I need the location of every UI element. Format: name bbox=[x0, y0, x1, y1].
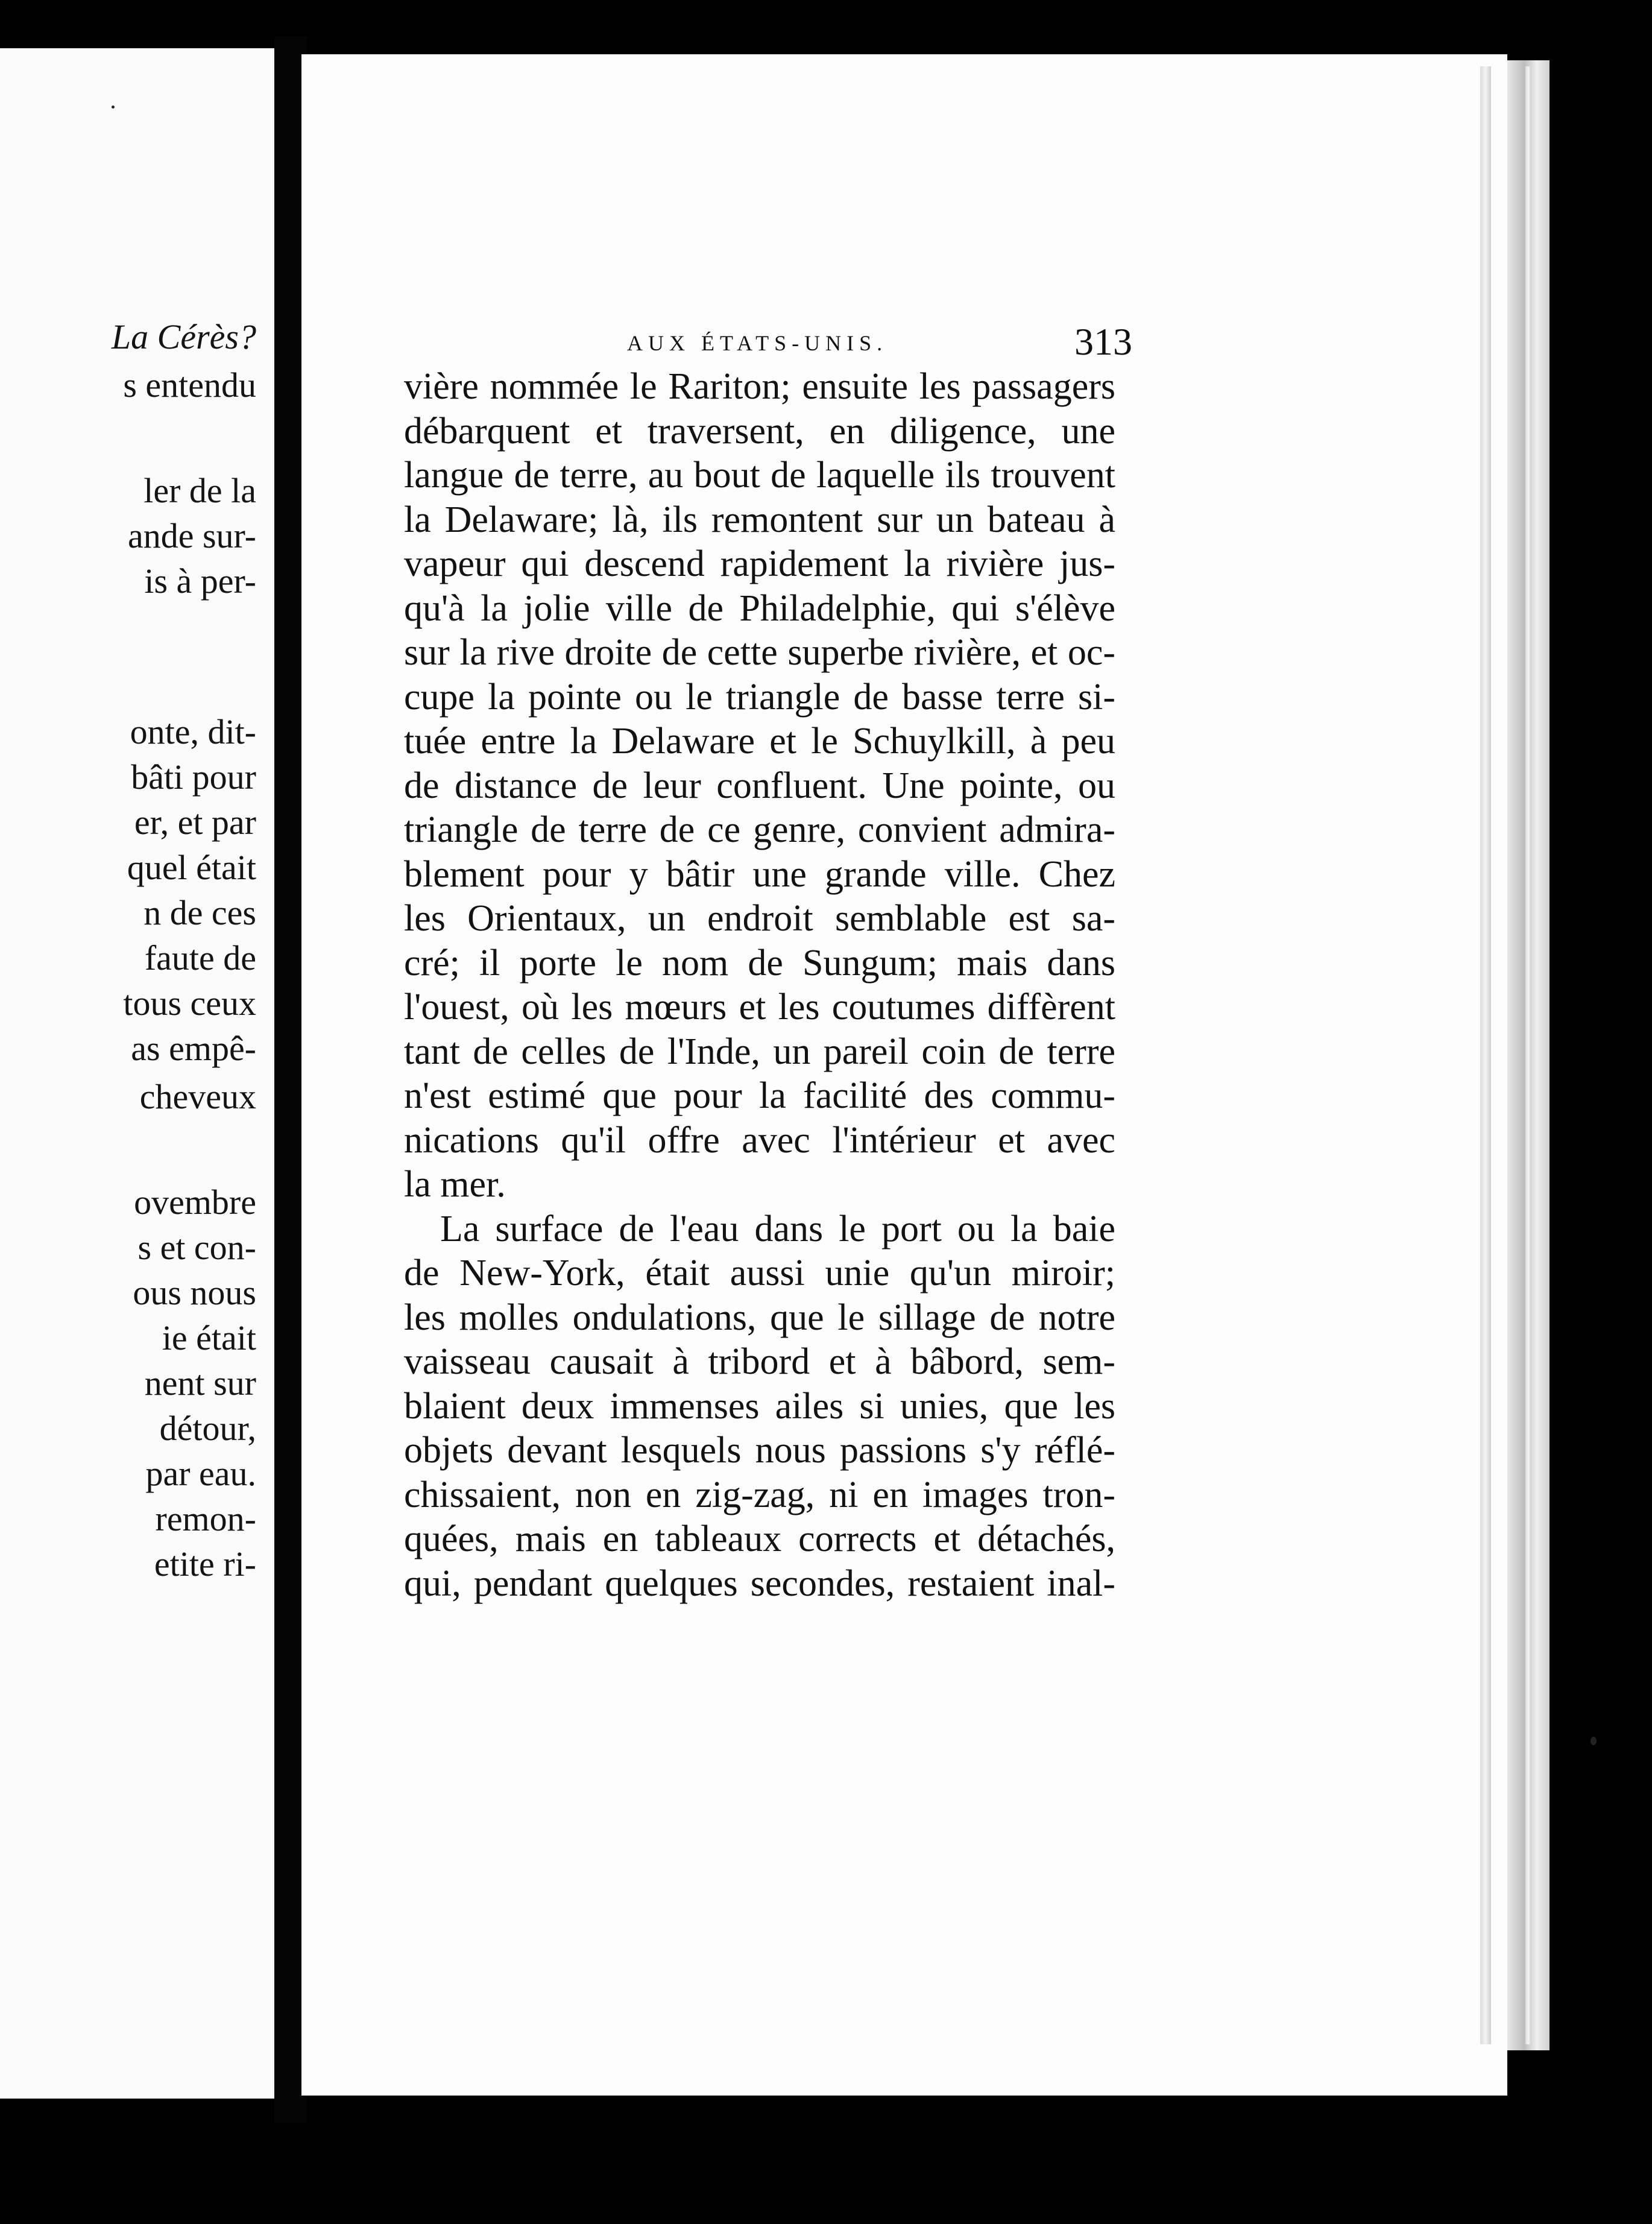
text-line: de New-York, était aussi unie qu'un miroir; bbox=[404, 1253, 1115, 1294]
text-line: vaisseau causait à tribord et à bâbord, sem- bbox=[404, 1341, 1115, 1382]
text-line: chissaient, non en zig-zag, ni en images tron- bbox=[404, 1474, 1115, 1515]
text-line: tuée entre la Delaware et le Schuylkill, à peu bbox=[404, 721, 1115, 762]
text-line: n'est estimé que pour la facilité des commu- bbox=[404, 1075, 1115, 1116]
scan-speck bbox=[1591, 1737, 1597, 1745]
left-page-text-fragment: ovembre bbox=[134, 1183, 256, 1222]
text-line: de distance de leur confluent. Une pointe, ou bbox=[404, 765, 1115, 806]
text-line: cré; il porte le nom de Sungum; mais dans bbox=[404, 942, 1115, 984]
left-page-text-fragment: cheveux bbox=[139, 1077, 256, 1116]
text-line: débarquent et traversent, en diligence, une bbox=[404, 410, 1115, 452]
text-line: blaient deux immenses ailes si unies, que les bbox=[404, 1385, 1115, 1427]
scan-speck bbox=[112, 106, 115, 109]
left-page-text-fragment: ande sur- bbox=[127, 516, 256, 555]
left-page-text-fragment: onte, dit- bbox=[130, 712, 256, 751]
left-page-text-fragment: tous ceux bbox=[123, 984, 256, 1023]
text-line: La surface de l'eau dans le port ou la baie bbox=[440, 1208, 1115, 1249]
text-line: la mer. bbox=[404, 1164, 506, 1205]
left-page-text-fragment: détour, bbox=[159, 1409, 256, 1448]
left-page-text-fragment: quel était bbox=[127, 848, 256, 887]
text-line: qu'à la jolie ville de Philadelphie, qui s'élève bbox=[404, 587, 1115, 629]
left-page-text-fragment: er, et par bbox=[134, 803, 256, 842]
text-line: les molles ondulations, que le sillage de notre bbox=[404, 1297, 1115, 1338]
text-line: l'ouest, où les mœurs et les coutumes diffèrent bbox=[404, 987, 1115, 1028]
text-line: blement pour y bâtir une grande ville. Chez bbox=[404, 853, 1115, 895]
text-line: qui, pendant quelques secondes, restaient inal- bbox=[404, 1562, 1115, 1604]
text-line: cupe la pointe ou le triangle de basse terre si- bbox=[404, 676, 1115, 718]
left-page-text-fragment: ie était bbox=[162, 1318, 256, 1357]
left-page-text-fragment: n de ces bbox=[143, 893, 256, 932]
left-page-text-fragment: etite ri- bbox=[154, 1544, 256, 1584]
left-page-text-fragment: ous nous bbox=[133, 1273, 256, 1312]
left-page-text-fragment: nent sur bbox=[144, 1363, 256, 1403]
text-line: triangle de terre de ce genre, convient admira- bbox=[404, 809, 1115, 850]
page-number: 313 bbox=[1074, 320, 1132, 363]
text-line: vière nommée le Rariton; ensuite les passagers bbox=[404, 366, 1115, 407]
left-page-text-fragment: is à per- bbox=[144, 561, 256, 601]
running-head: AUX ÉTATS-UNIS. bbox=[627, 331, 888, 355]
left-page-text-fragment: ler de la bbox=[143, 471, 256, 510]
text-line: la Delaware; là, ils remontent sur un bateau à bbox=[404, 499, 1115, 540]
left-page-text-fragment: remon- bbox=[155, 1499, 256, 1538]
text-line: quées, mais en tableaux corrects et détachés, bbox=[404, 1518, 1115, 1559]
text-line: sur la rive droite de cette superbe rivière, et oc- bbox=[404, 632, 1115, 673]
left-facing-page bbox=[0, 48, 274, 2099]
left-page-text-fragment: as empê- bbox=[131, 1029, 256, 1068]
left-page-text-fragment: s entendu bbox=[123, 365, 256, 405]
left-page-text-fragment: faute de bbox=[144, 938, 256, 978]
text-line: tant de celles de l'Inde, un pareil coin de terre bbox=[404, 1031, 1115, 1072]
text-line: vapeur qui descend rapidement la rivière jus- bbox=[404, 543, 1115, 584]
text-line: nications qu'il offre avec l'intérieur et avec bbox=[404, 1119, 1115, 1161]
page-edge-line bbox=[1480, 66, 1491, 2044]
left-page-text-fragment: s et con- bbox=[137, 1228, 256, 1267]
left-page-text-fragment: bâti pour bbox=[131, 757, 256, 797]
left-page-text-fragment: La Cérès? bbox=[111, 317, 256, 356]
left-page-text-fragment: par eau. bbox=[145, 1454, 256, 1493]
text-line: langue de terre, au bout de laquelle ils trouvent bbox=[404, 455, 1115, 496]
page-edge-line bbox=[1525, 66, 1531, 2044]
text-line: les Orientaux, un endroit semblable est sa- bbox=[404, 898, 1115, 939]
text-line: objets devant lesquels nous passions s'y réflé- bbox=[404, 1430, 1115, 1471]
